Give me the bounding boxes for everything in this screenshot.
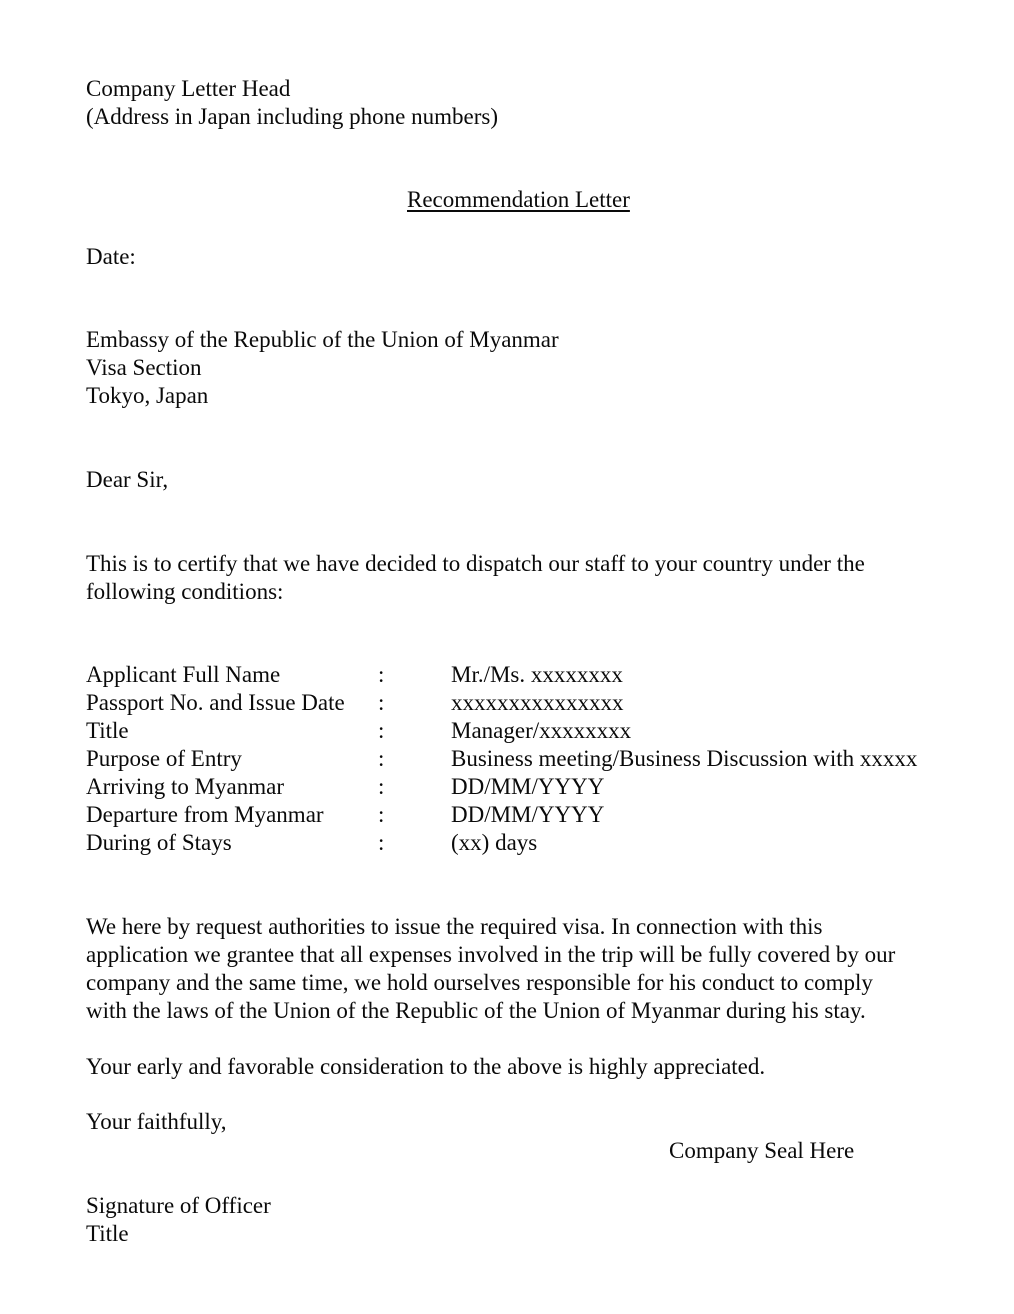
request-line-2: application we grantee that all expenses involved in the trip will be fully covered by our bbox=[86, 942, 896, 967]
condition-label: Departure from Myanmar bbox=[86, 802, 324, 827]
condition-colon: : bbox=[378, 802, 385, 827]
condition-value: DD/MM/YYYY bbox=[451, 774, 605, 799]
date-label: Date: bbox=[86, 244, 136, 269]
intro-line-2: following conditions: bbox=[86, 579, 284, 604]
request-line-4: with the laws of the Union of the Republic of the Union of Myanmar during his stay. bbox=[86, 998, 866, 1023]
condition-value: Business meeting/Business Discussion with xxxxx bbox=[451, 746, 918, 771]
letterhead-company: Company Letter Head bbox=[86, 76, 291, 101]
sign-off: Your faithfully, bbox=[86, 1109, 227, 1134]
condition-colon: : bbox=[378, 690, 385, 715]
closing-note: Your early and favorable consideration to the above is highly appreciated. bbox=[86, 1054, 766, 1079]
recipient-line-1: Embassy of the Republic of the Union of Myanmar bbox=[86, 327, 559, 352]
condition-value: xxxxxxxxxxxxxxx bbox=[451, 690, 624, 715]
request-line-1: We here by request authorities to issue the required visa. In connection with this bbox=[86, 914, 823, 939]
salutation: Dear Sir, bbox=[86, 467, 169, 492]
company-seal-placeholder: Company Seal Here bbox=[669, 1138, 855, 1163]
recipient-line-2: Visa Section bbox=[86, 355, 202, 380]
condition-label: During of Stays bbox=[86, 830, 232, 855]
recipient-line-3: Tokyo, Japan bbox=[86, 383, 209, 408]
condition-label: Applicant Full Name bbox=[86, 662, 281, 687]
condition-value: (xx) days bbox=[451, 830, 538, 855]
condition-colon: : bbox=[378, 746, 385, 771]
condition-colon: : bbox=[378, 718, 385, 743]
condition-colon: : bbox=[378, 774, 385, 799]
condition-colon: : bbox=[378, 662, 385, 687]
condition-value: Mr./Ms. xxxxxxxx bbox=[451, 662, 623, 687]
signature-line: Signature of Officer bbox=[86, 1193, 271, 1218]
condition-label: Arriving to Myanmar bbox=[86, 774, 285, 799]
condition-label: Title bbox=[86, 718, 129, 743]
intro-line-1: This is to certify that we have decided to dispatch our staff to your country under the bbox=[86, 551, 865, 576]
signer-title: Title bbox=[86, 1221, 129, 1246]
request-line-3: company and the same time, we hold ourselves responsible for his conduct to comply bbox=[86, 970, 873, 995]
condition-value: Manager/xxxxxxxx bbox=[451, 718, 632, 743]
letterhead-address: (Address in Japan including phone numbers) bbox=[86, 104, 499, 129]
condition-label: Passport No. and Issue Date bbox=[86, 690, 345, 715]
letter-title: Recommendation Letter bbox=[407, 187, 630, 212]
condition-colon: : bbox=[378, 830, 385, 855]
condition-label: Purpose of Entry bbox=[86, 746, 242, 771]
condition-value: DD/MM/YYYY bbox=[451, 802, 605, 827]
